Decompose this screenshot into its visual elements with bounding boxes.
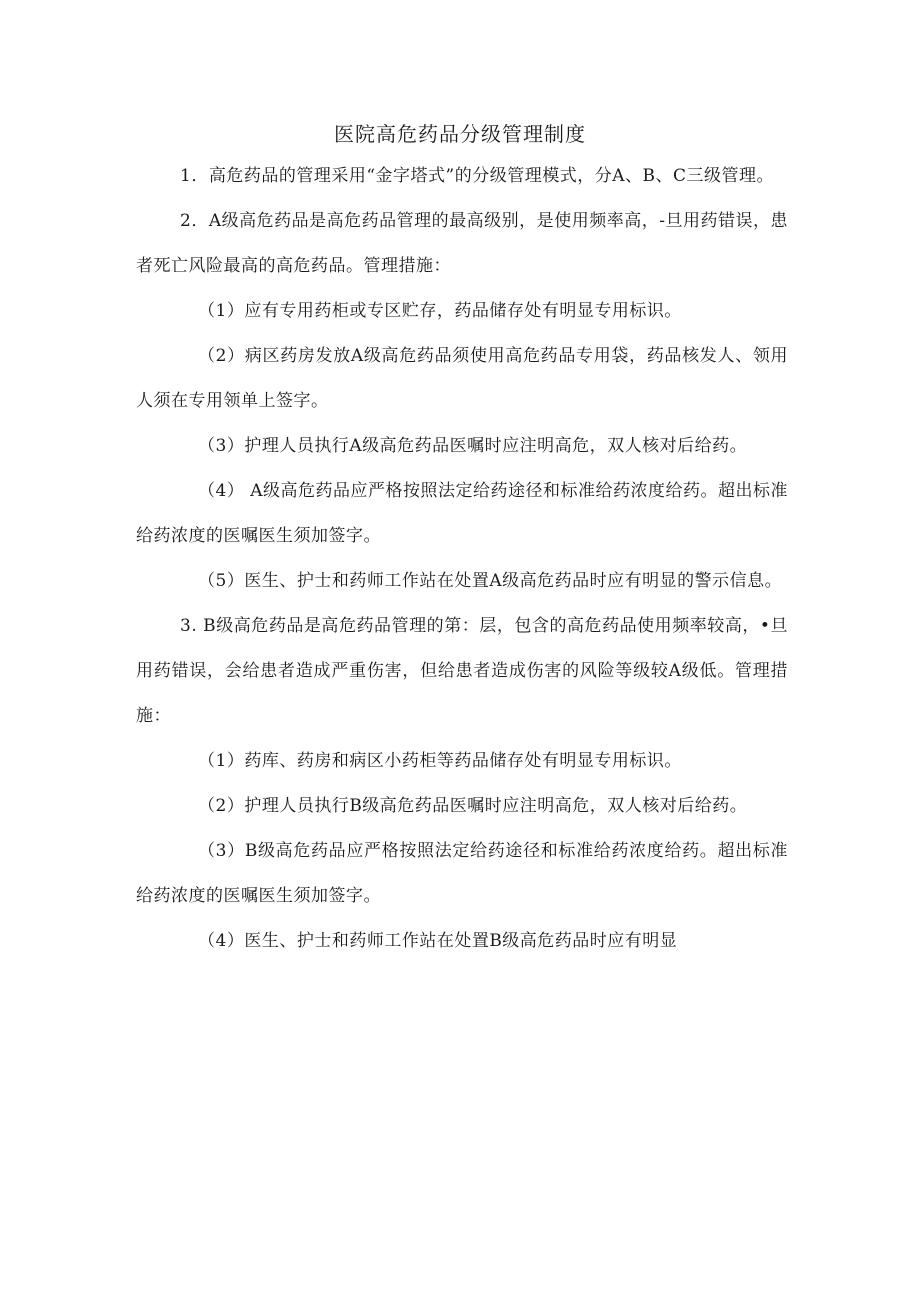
paragraph-subitem-b4: （4）医生、护士和药师工作站在处置B级高危药品时应有明显 (198, 931, 678, 951)
paragraph-subitem-b3: （3）B级高危药品应严格按照法定给药途径和标准给药浓度给药。超出标准给药浓度的医嘱医生须加签字。 (136, 841, 788, 906)
paragraph-subitem-b2: （2）护理人员执行B级高危药品医嘱时应注明高危，双人核对后给药。 (198, 796, 748, 816)
paragraph-subitem-a2: （2）病区药房发放A级高危药品须使用高危药品专用袋，药品核发人、领用人须在专用领单上签字。 (136, 346, 788, 411)
paragraph-item-2: 2．A级高危药品是高危药品管理的最高级别，是使用频率高，-旦用药错误，患者死亡风险最高的高危药品。管理措施： (136, 211, 788, 276)
paragraph-subitem-a4: （4） A级高危药品应严格按照法定给药途径和标准给药浓度给药。超出标准给药浓度的医嘱医生须加签字。 (136, 481, 788, 546)
paragraph-subitem-a3: （3）护理人员执行A级高危药品医嘱时应注明高危，双人核对后给药。 (198, 436, 748, 456)
paragraph-item-3: 3. B级高危药品是高危药品管理的第：层，包含的高危药品使用频率较高，•旦用药错误，会给患者造成严重伤害，但给患者造成伤害的风险等级较A级低。管理措施： (136, 616, 788, 726)
paragraph-item-1: 1．高危药品的管理采用“金字塔式”的分级管理模式，分A、B、C三级管理。 (180, 166, 774, 186)
paragraph-subitem-a5: （5）医生、护士和药师工作站在处置A级高危药品时应有明显的警示信息。 (198, 571, 783, 591)
paragraph-subitem-b1: （1）药库、药房和病区小药柜等药品储存处有明显专用标识。 (198, 751, 682, 771)
paragraph-subitem-a1: （1）应有专用药柜或专区贮存，药品储存处有明显专用标识。 (198, 301, 682, 321)
document-title: 医院高危药品分级管理制度 (334, 122, 586, 146)
document-body (136, 154, 788, 964)
